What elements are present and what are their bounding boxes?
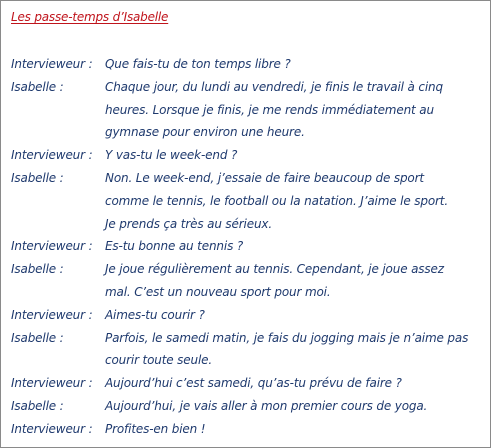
dialogue-line: heures. Lorsque je finis, je me rends immédiatement au <box>105 102 434 117</box>
speaker-label: Intervieweur : <box>11 148 93 163</box>
speaker-label: Isabelle : <box>11 330 64 345</box>
dialogue-line: courir toute seule. <box>105 353 213 368</box>
speaker-label: Intervieweur : <box>11 307 93 322</box>
speaker-label: Intervieweur : <box>11 421 93 436</box>
dialogue-line: Aujourd’hui c’est samedi, qu’as-tu prévu de faire ? <box>105 376 402 391</box>
speaker-label: Intervieweur : <box>11 239 93 254</box>
dialogue-line: Je prends ça très au sérieux. <box>105 216 273 231</box>
dialogue-line: Y vas-tu le week-end ? <box>105 148 238 163</box>
speaker-label: Intervieweur : <box>11 376 93 391</box>
dialogue-line: Aujourd’hui, je vais aller à mon premier cours de yoga. <box>105 399 428 413</box>
dialogue-line: Profites-en bien ! <box>105 421 206 436</box>
speaker-label: Isabelle : <box>11 399 64 413</box>
dialogue-line: Que fais-tu de ton temps libre ? <box>105 57 291 71</box>
dialogue-line: comme le tennis, le football ou la natation. J’aime le sport. <box>105 193 449 208</box>
dialogue-line: Es-tu bonne au tennis ? <box>105 239 244 254</box>
dialogue-line: Non. Le week-end, j’essaie de faire beaucoup de sport <box>105 171 424 185</box>
dialogue-line: Parfois, le samedi matin, je fais du jogging mais je n’aime pas <box>105 330 469 345</box>
dialogue-line: gymnase pour environ une heure. <box>105 125 305 140</box>
document-title: Les passe-temps d’Isabelle <box>11 10 169 24</box>
speaker-label: Intervieweur : <box>11 57 93 71</box>
dialogue-line: Chaque jour, du lundi au vendredi, je finis le travail à cinq <box>105 79 443 94</box>
dialogue <box>1 1 490 447</box>
speaker-label: Isabelle : <box>11 171 64 185</box>
speaker-label: Isabelle : <box>11 79 64 94</box>
dialogue-line: mal. C’est un nouveau sport pour moi. <box>105 285 331 299</box>
dialogue-line: Je joue régulièrement au tennis. Cependant, je joue assez <box>105 262 444 277</box>
dialogue-line: Aimes-tu courir ? <box>105 307 205 322</box>
speaker-label: Isabelle : <box>11 262 64 277</box>
